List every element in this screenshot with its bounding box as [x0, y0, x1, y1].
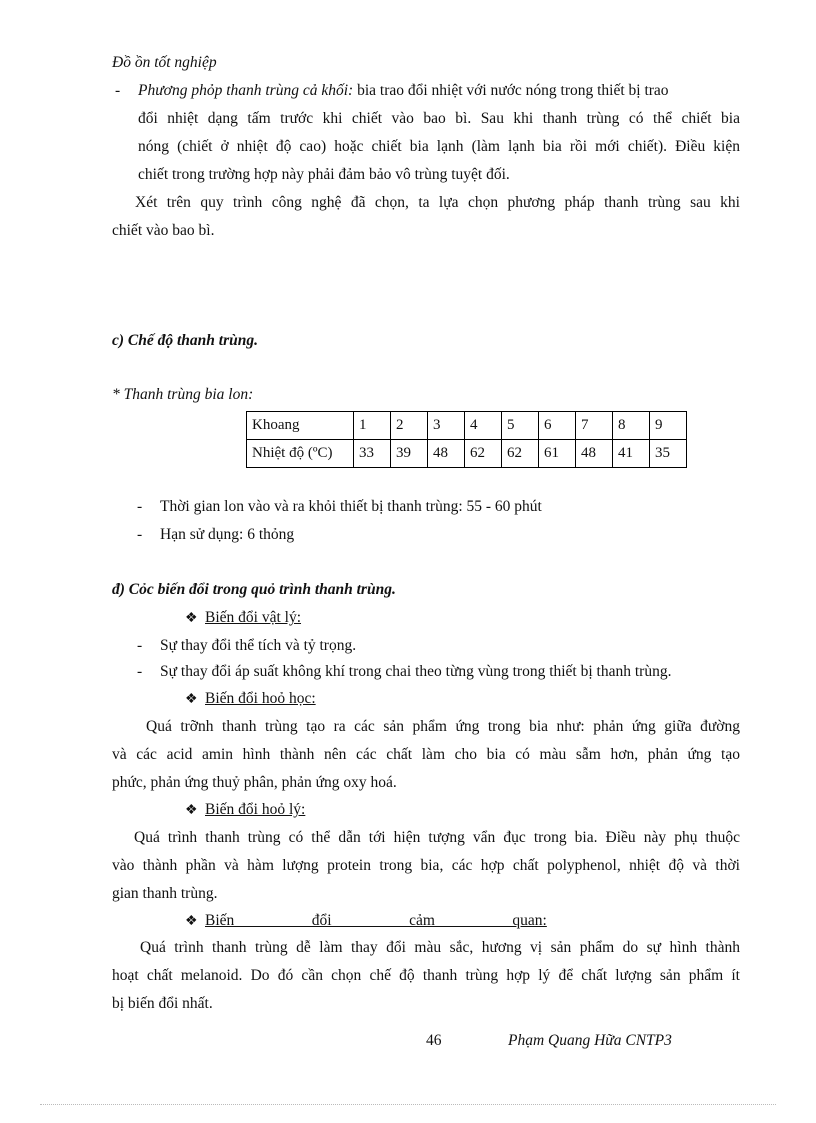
method-text: bia trao đổi nhiệt với nước nóng trong thiết bị trao	[353, 82, 669, 99]
conclusion-line1: Xét trên quy trình công nghệ đã chọn, ta lựa chọn phương pháp thanh trùng sau khi	[135, 194, 740, 211]
sensory-line3: bị biến đổi nhất.	[112, 995, 213, 1012]
table-cell: 39	[391, 440, 428, 468]
chemical-line1: Quá trỡnh thanh trùng tạo ra các sản phẩm ứng trong bia như: phản ứng giữa đường	[146, 718, 740, 735]
method-paragraph-line4: chiết trong trường hợp này phải đảm bảo vô trùng tuyệt đối.	[138, 166, 510, 183]
physchem-line3: gian thanh trùng.	[112, 885, 218, 902]
table-cell: 1	[354, 412, 391, 440]
method-paragraph-line3: nóng (chiết ở nhiệt độ cao) hoặc chiết bia lạnh (làm lạnh bia rồi mới chiết). Điều kiện	[138, 138, 740, 155]
table-row-label: Khoang	[247, 412, 354, 440]
pasteurization-table	[246, 411, 687, 468]
physical-subheading	[185, 608, 301, 629]
diamond-bullet-icon: ❖	[185, 914, 198, 929]
physchem-line2: vào thành phần và hàm lượng protein trong bia, các hợp chất polyphenol, nhiệt độ và thời	[112, 857, 740, 874]
diamond-bullet-icon: ❖	[185, 692, 198, 707]
table-cell: 8	[613, 412, 650, 440]
chemical-title: Biến đổi hoỏ học:	[205, 690, 316, 707]
list-dash: -	[137, 498, 143, 515]
chemical-line3: phức, phản ứng thuỷ phân, phản ứng oxy hoá.	[112, 774, 397, 791]
method-paragraph-line1	[138, 81, 742, 101]
table-cell: 3	[428, 412, 465, 440]
list-item: Sự thay đổi áp suất không khí trong chai theo từng vùng trong thiết bị thanh trùng.	[160, 663, 672, 680]
table-cell: 41	[613, 440, 650, 468]
physical-title: Biến đổi vật lý:	[205, 609, 302, 626]
physchem-title: Biến đổi hoỏ lý:	[205, 801, 306, 818]
list-dash: -	[137, 663, 143, 680]
conclusion-line2: chiết vào bao bì.	[112, 222, 215, 239]
list-dash: -	[137, 637, 143, 654]
table-cell: 48	[428, 440, 465, 468]
table-cell: 2	[391, 412, 428, 440]
table-cell: 48	[576, 440, 613, 468]
diamond-bullet-icon: ❖	[185, 611, 198, 626]
section-d-heading: đ) Cỏc biến đổi trong quỏ trình thanh trùng.	[112, 581, 396, 598]
section-c-heading: c) Chế độ thanh trùng.	[112, 332, 259, 349]
table-cell: 35	[650, 440, 687, 468]
table-cell: 33	[354, 440, 391, 468]
sensory-subheading	[185, 911, 740, 932]
physchem-line1: Quá trình thanh trùng có thể dẫn tới hiện tượng vẩn đục trong bia. Điều này phụ thuộc	[134, 829, 740, 846]
method-label: Phương phỏp thanh trùng cả khối:	[138, 82, 354, 99]
section-c-subheading: * Thanh trùng bia lon:	[112, 386, 254, 403]
footer-author: Phạm Quang Hữa CNTP3	[508, 1032, 672, 1049]
page-number: 46	[426, 1032, 442, 1049]
table-row	[247, 440, 687, 468]
header-title: Đồ ồn tốt nghiệp	[112, 54, 217, 71]
list-item: Thời gian lon vào và ra khỏi thiết bị thanh trùng: 55 - 60 phút	[160, 498, 542, 515]
sensory-line1: Quá trình thanh trùng dễ làm thay đổi màu sắc, hương vị sản phẩm do sự hình thành	[140, 939, 740, 956]
table-row-label: Nhiệt độ (ºC)	[247, 440, 354, 468]
table-cell: 4	[465, 412, 502, 440]
table-row	[247, 412, 687, 440]
table-cell: 62	[502, 440, 539, 468]
method-paragraph-line2: đổi nhiệt dạng tấm trước khi chiết vào bao bì. Sau khi thanh trùng có thể chiết bia	[138, 110, 740, 127]
list-dash: -	[137, 526, 143, 543]
list-dash: -	[115, 82, 121, 99]
table-cell: 61	[539, 440, 576, 468]
table-cell: 6	[539, 412, 576, 440]
list-item: Sự thay đổi thể tích và tỷ trọng.	[160, 637, 357, 654]
chemical-line2: và các acid amin hình thành nên các chất làm cho bia có màu sẫm hơn, phản ứng tạo	[112, 746, 740, 763]
page-bottom-divider	[40, 1104, 776, 1105]
table-cell: 7	[576, 412, 613, 440]
table-cell: 9	[650, 412, 687, 440]
sensory-title: Biến đổi cảm quan:	[205, 912, 547, 929]
sensory-line2: hoạt chất melanoid. Do đó cần chọn chế độ thanh trùng hợp lý để chất lượng sản phẩm ít	[112, 967, 740, 984]
chemical-subheading	[185, 689, 316, 710]
list-item: Hạn sử dụng: 6 thỏng	[160, 526, 295, 543]
table-cell: 62	[465, 440, 502, 468]
physchem-subheading	[185, 800, 305, 821]
table-cell: 5	[502, 412, 539, 440]
diamond-bullet-icon: ❖	[185, 803, 198, 818]
